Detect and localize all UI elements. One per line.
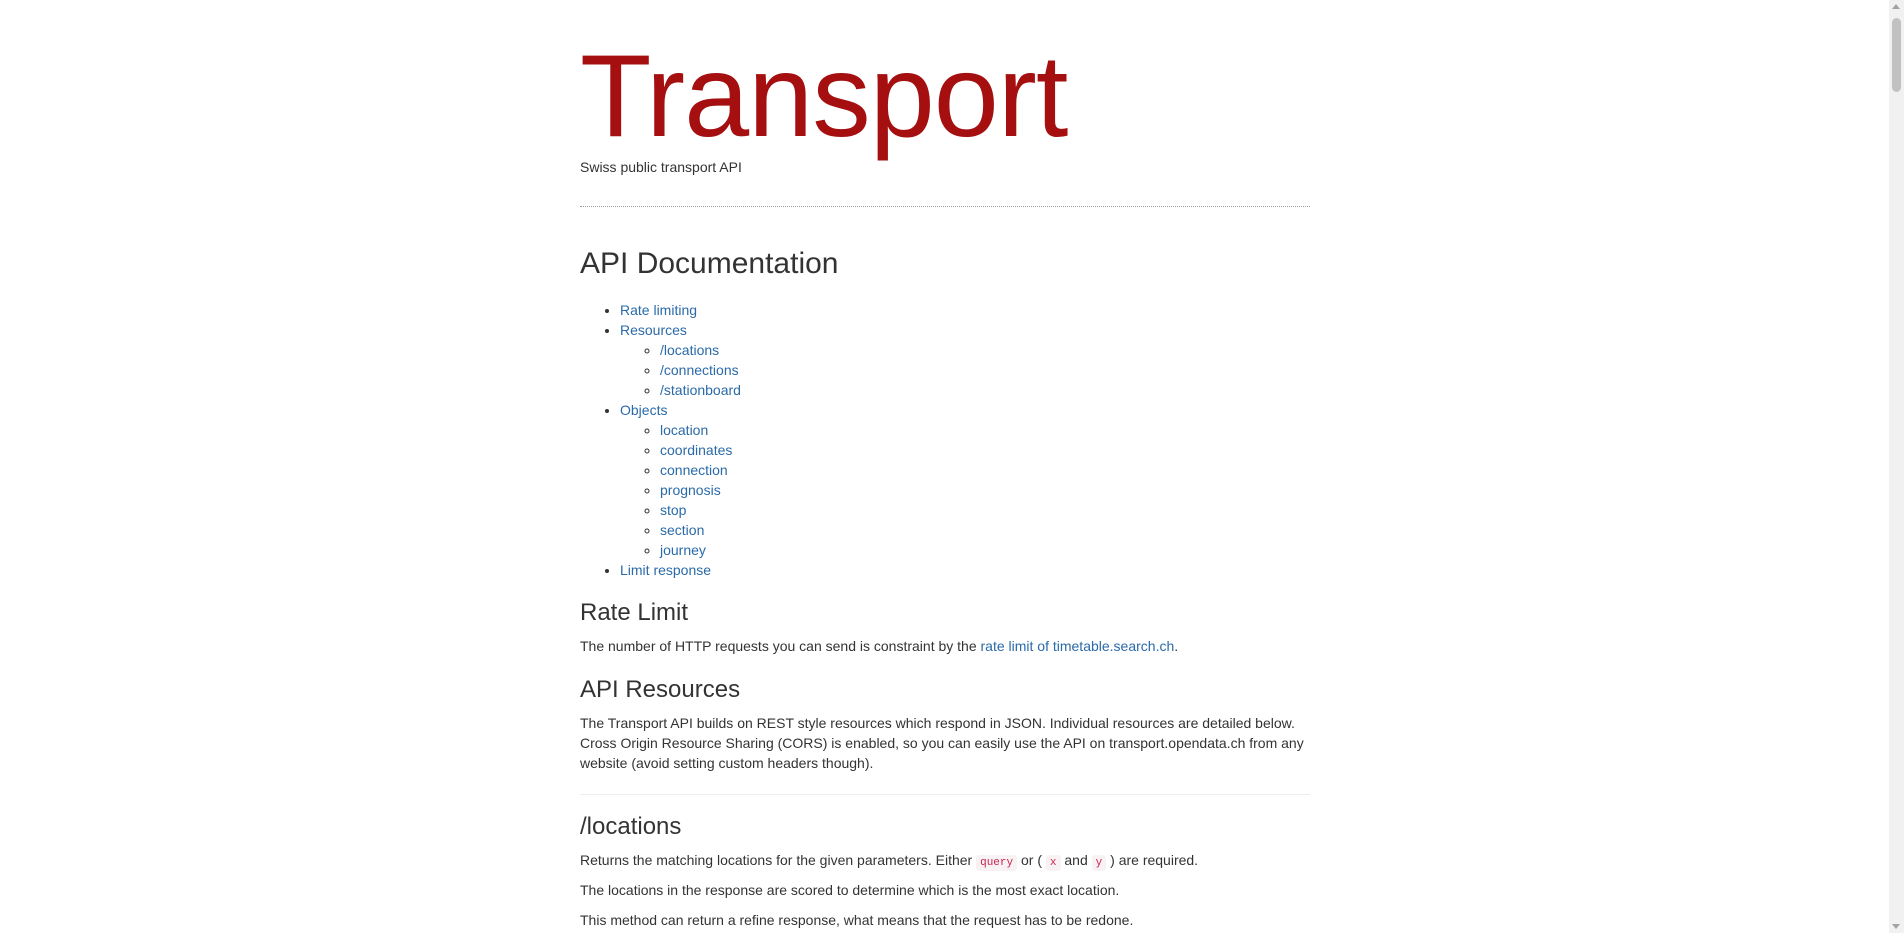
scroll-down-arrow-icon[interactable] — [1892, 924, 1900, 929]
toc-subitem — [660, 460, 741, 480]
rate-limit-text-start: The number of HTTP requests you can send is constraint by the — [580, 638, 981, 654]
toc-link-limit-response[interactable]: Limit response — [620, 562, 712, 578]
param-query: query — [976, 855, 1017, 871]
toc-link-connections[interactable]: /connections — [660, 362, 739, 378]
toc-link-location[interactable]: location — [660, 422, 709, 438]
param-x: x — [1046, 855, 1061, 871]
locations-intro-d: ) are required. — [1106, 852, 1199, 868]
toc-link-journey[interactable]: journey — [660, 542, 706, 558]
vertical-scrollbar[interactable] — [1889, 0, 1904, 933]
toc-link-section[interactable]: section — [660, 522, 705, 538]
api-resources-heading: API Resources — [580, 676, 741, 703]
rate-limit-text-end: . — [1174, 638, 1179, 654]
toc-subitem — [660, 420, 741, 440]
scrollbar-thumb[interactable] — [1892, 18, 1901, 92]
api-resources-text: The Transport API builds on REST style resources which respond in JSON. Individual resources are detailed below. Cross Origin Resource Sharing (CORS) is enabled, so you can easily use the API on transport.opendata.ch from any website (avoid setting custom headers though). — [580, 715, 1304, 771]
toc-subitem — [660, 520, 741, 540]
toc-item — [620, 400, 741, 560]
rate-limit-text — [580, 636, 1310, 656]
toc-sublist-resources — [620, 340, 741, 400]
toc-link-coordinates[interactable]: coordinates — [660, 442, 733, 458]
scroll-up-arrow-icon[interactable] — [1892, 4, 1900, 9]
locations-intro-b: or ( — [1017, 852, 1046, 868]
param-y: y — [1092, 855, 1107, 871]
toc-item — [620, 560, 741, 580]
toc-subitem — [660, 480, 741, 500]
toc-item — [620, 320, 741, 400]
toc-subitem — [660, 540, 741, 560]
toc-subitem — [660, 340, 741, 360]
rate-limit-heading: Rate Limit — [580, 599, 689, 626]
locations-intro — [580, 850, 1310, 873]
rate-limit-link[interactable]: rate limit of timetable.search.ch — [980, 638, 1175, 654]
toc-item — [620, 300, 741, 320]
toc-subitem — [660, 380, 741, 400]
toc-link-stationboard[interactable]: /stationboard — [660, 382, 741, 398]
doc-heading: API Documentation — [580, 247, 839, 280]
toc-link-connection[interactable]: connection — [660, 462, 728, 478]
locations-heading: /locations — [580, 813, 682, 840]
locations-refine-text: This method can return a refine response, what means that the request has to be redone. — [580, 912, 1134, 928]
toc-link-resources[interactable]: Resources — [620, 322, 687, 338]
toc-link-objects[interactable]: Objects — [620, 402, 668, 418]
section-divider — [580, 794, 1310, 795]
toc-sublist-objects — [620, 420, 741, 560]
toc-link-rate-limiting[interactable]: Rate limiting — [620, 302, 698, 318]
page-subtitle: Swiss public transport API — [580, 159, 742, 175]
locations-intro-a: Returns the matching locations for the given parameters. Either — [580, 852, 977, 868]
toc-link-stop[interactable]: stop — [660, 502, 687, 518]
locations-intro-c: and — [1060, 852, 1092, 868]
toc-subitem — [660, 500, 741, 520]
locations-scoring-text: The locations in the response are scored to determine which is the most exact location. — [580, 882, 1120, 898]
header-divider — [580, 206, 1310, 207]
toc-link-locations[interactable]: /locations — [660, 342, 720, 358]
toc-link-prognosis[interactable]: prognosis — [660, 482, 721, 498]
table-of-contents — [580, 300, 741, 580]
toc-subitem — [660, 440, 741, 460]
page-title: Transport — [580, 30, 1068, 161]
toc-subitem — [660, 360, 741, 380]
